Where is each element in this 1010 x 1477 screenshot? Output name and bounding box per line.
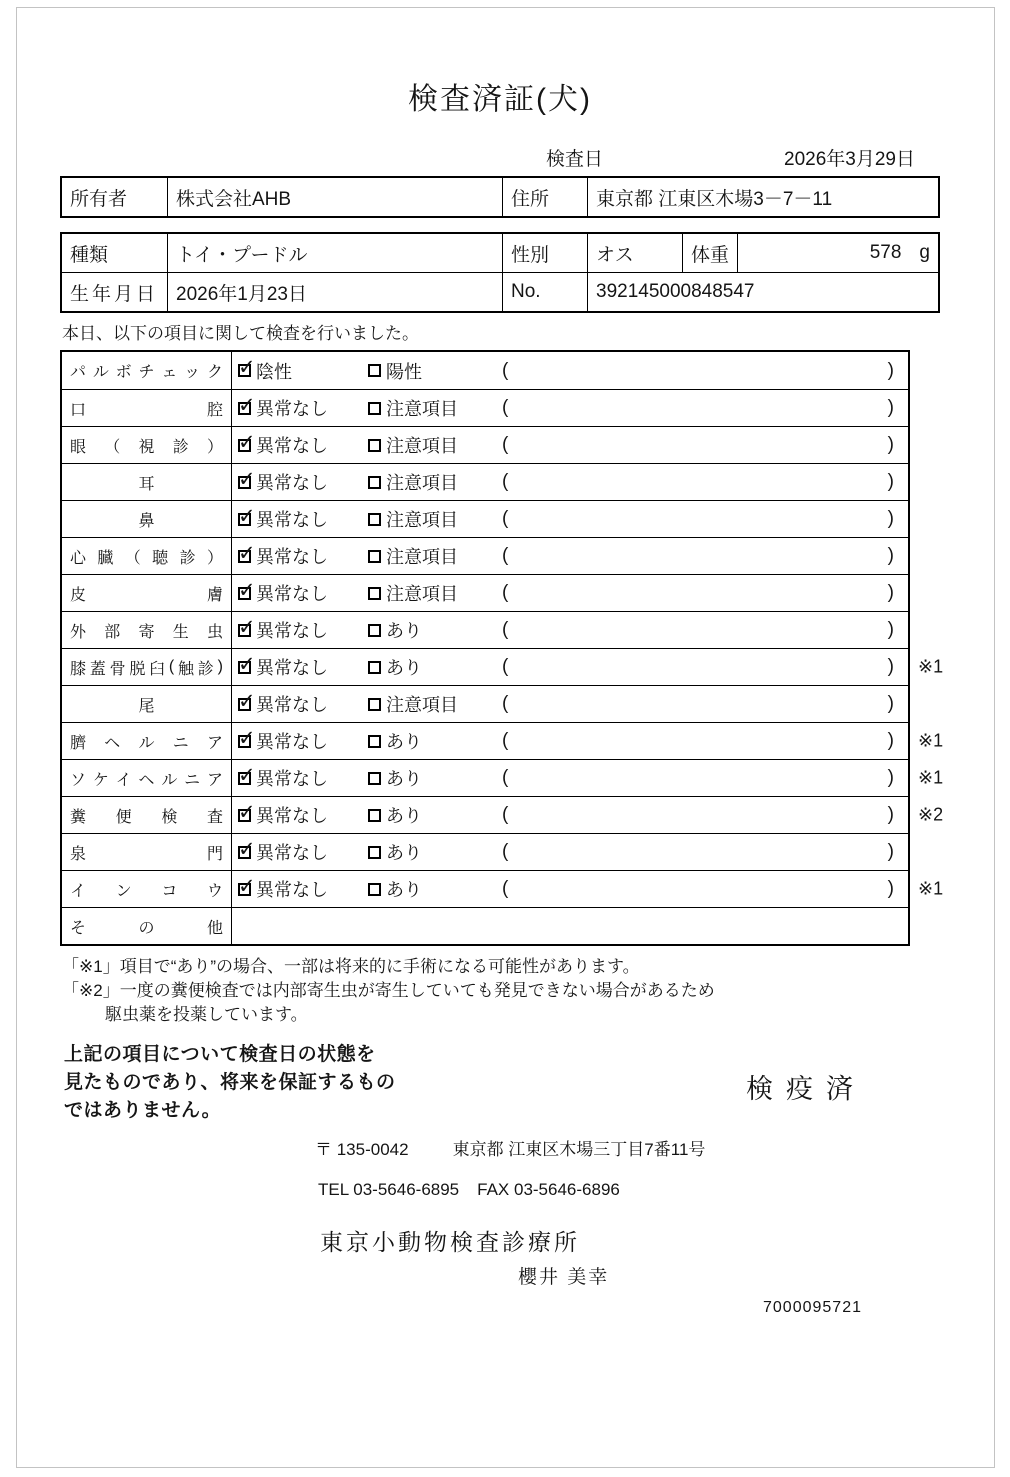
checked-option-label: 異常なし xyxy=(256,510,328,530)
item-label xyxy=(62,427,232,463)
item-char: 腔 xyxy=(206,401,223,419)
item-char: 臓 xyxy=(97,549,114,567)
inspection-row xyxy=(62,685,908,722)
item-result xyxy=(232,797,908,833)
unchecked-option-label: 注意項目 xyxy=(386,584,458,604)
item-char: ソ xyxy=(70,771,87,789)
checked-checkbox xyxy=(238,799,256,824)
unchecked-option-label: あり xyxy=(386,806,422,826)
item-label xyxy=(62,501,232,537)
unchecked-checkbox xyxy=(368,513,381,526)
item-char: ェ xyxy=(161,364,178,381)
weight-value-cell xyxy=(737,234,938,272)
item-char: ル xyxy=(138,734,155,752)
paren-open: ( xyxy=(502,656,509,677)
paren-close: ) xyxy=(887,471,894,492)
unchecked-checkbox xyxy=(368,624,381,637)
weight-number: 578 xyxy=(869,242,902,263)
unchecked-checkbox xyxy=(368,735,381,748)
item-char: 視 xyxy=(138,438,155,456)
item-char: そ xyxy=(70,919,87,937)
postal-code: 〒 135-0042 xyxy=(315,1140,409,1159)
unchecked-option-label: 注意項目 xyxy=(386,547,458,567)
row-note-mark: ※1 xyxy=(918,767,944,788)
document-title: 検査済証(犬) xyxy=(408,83,592,116)
item-label xyxy=(62,871,232,907)
checked-option xyxy=(238,871,328,907)
checked-option xyxy=(238,390,328,426)
paren-close: ) xyxy=(887,878,894,899)
item-char: 眼 xyxy=(70,438,87,456)
breed-label: 種類 xyxy=(70,244,109,266)
paren-open: ( xyxy=(502,582,509,603)
unchecked-option-label: あり xyxy=(386,621,422,641)
item-char: 虫 xyxy=(206,623,223,641)
item-label xyxy=(62,760,232,796)
paren-close: ) xyxy=(887,619,894,640)
item-label xyxy=(62,612,232,648)
item-char: 診 xyxy=(197,660,214,678)
item-char: 査 xyxy=(206,808,223,826)
quarantine-passed-stamp: 検疫済 xyxy=(746,1074,866,1104)
item-char: ン xyxy=(115,882,132,900)
number-label: No. xyxy=(502,273,587,311)
item-result xyxy=(232,834,908,870)
check-mark-icon: ✓ xyxy=(238,466,256,491)
animal-table xyxy=(60,232,940,313)
item-char: ニ xyxy=(184,771,201,789)
item-char: 泉 xyxy=(70,845,87,863)
item-char: 触 xyxy=(178,660,195,678)
check-mark-icon: ✓ xyxy=(238,688,256,713)
paren-open: ( xyxy=(502,730,509,751)
owner-value: 株式会社AHB xyxy=(167,178,502,216)
item-char: 寄 xyxy=(138,623,155,641)
checked-option-label: 陰性 xyxy=(256,361,292,382)
item-result xyxy=(232,352,908,389)
unchecked-option-label: あり xyxy=(386,769,422,789)
checked-option-label: 異常なし xyxy=(256,806,328,826)
checked-option-label: 異常なし xyxy=(256,621,328,641)
tel-number: TEL 03-5646-6895 xyxy=(318,1180,460,1199)
inspection-date-value: 2026年3月29日 xyxy=(784,149,915,170)
item-result xyxy=(232,612,908,648)
checked-option-label: 異常なし xyxy=(256,436,328,456)
checked-checkbox xyxy=(238,725,256,750)
unchecked-option xyxy=(368,871,422,907)
check-mark-icon: ✓ xyxy=(238,836,256,861)
paren-close: ) xyxy=(887,434,894,455)
item-char: 臼 xyxy=(149,660,166,678)
footnotes xyxy=(60,955,940,1027)
item-char: ボ xyxy=(115,364,132,381)
item-result xyxy=(232,686,908,722)
item-char: イ xyxy=(115,771,132,789)
paren-open: ( xyxy=(502,841,509,862)
checked-option xyxy=(238,834,328,870)
checked-checkbox xyxy=(238,651,256,676)
check-mark-icon: ✓ xyxy=(238,614,256,639)
unchecked-checkbox xyxy=(368,661,381,674)
item-label xyxy=(62,686,232,722)
row-note-mark: ※1 xyxy=(918,656,944,677)
item-char: ル xyxy=(161,771,178,789)
unchecked-option xyxy=(368,760,422,796)
item-char: パ xyxy=(70,364,87,381)
checked-option xyxy=(238,649,328,685)
item-char: 検 xyxy=(161,808,178,826)
birthdate-value: 2026年1月23日 xyxy=(167,273,502,311)
unchecked-option xyxy=(368,501,458,537)
checked-option-label: 異常なし xyxy=(256,880,328,900)
checked-option-label: 異常なし xyxy=(256,732,328,752)
checked-option xyxy=(238,612,328,648)
item-char: イ xyxy=(70,882,87,900)
unchecked-option xyxy=(368,649,422,685)
item-char: ） xyxy=(206,549,223,567)
item-label xyxy=(62,575,232,611)
checked-option xyxy=(238,723,328,759)
item-char: チ xyxy=(138,364,155,381)
item-char: 他 xyxy=(206,919,223,937)
animal-table-row-1 xyxy=(62,234,938,272)
footnote-2-continued: 駆虫薬を投薬しています。 xyxy=(105,1005,308,1024)
checked-checkbox xyxy=(238,762,256,787)
sex-value: オス xyxy=(587,234,682,272)
item-label xyxy=(62,723,232,759)
checked-option-label: 異常なし xyxy=(256,843,328,863)
disclaimer-text xyxy=(60,1041,396,1125)
item-label xyxy=(62,649,232,685)
inspection-date-label: 検査日 xyxy=(546,149,604,170)
owner-table xyxy=(60,176,940,218)
unchecked-option-label: あり xyxy=(386,880,422,900)
disclaimer-line-2: 見たものであり、将来を保証するもの xyxy=(64,1072,396,1093)
row-note-mark: ※2 xyxy=(918,804,944,825)
unchecked-option xyxy=(368,575,458,611)
clinic-address: 東京都 江東区木場三丁目7番11号 xyxy=(452,1140,706,1159)
unchecked-checkbox xyxy=(368,402,381,415)
address-label: 住所 xyxy=(502,178,587,216)
item-char: 聴 xyxy=(152,549,169,567)
checked-checkbox xyxy=(238,503,256,528)
unchecked-checkbox xyxy=(368,476,381,489)
paren-open: ( xyxy=(502,767,509,788)
item-char: ヘ xyxy=(104,734,121,752)
paren-open: ( xyxy=(502,508,509,529)
checked-option-label: 異常なし xyxy=(256,473,328,493)
item-char: ア xyxy=(206,734,223,752)
paren-open: ( xyxy=(502,545,509,566)
checked-option xyxy=(238,464,328,500)
item-char: 心 xyxy=(70,549,87,567)
check-mark-icon: ✓ xyxy=(238,355,256,379)
inspection-row xyxy=(62,833,908,870)
check-mark-icon: ✓ xyxy=(238,503,256,528)
checked-option xyxy=(238,538,328,574)
unchecked-option xyxy=(368,612,422,648)
unchecked-option-label: 注意項目 xyxy=(386,510,458,530)
item-char: 膝 xyxy=(70,660,87,678)
item-char: 膚 xyxy=(206,586,223,604)
item-char: ル xyxy=(92,364,109,381)
paren-open: ( xyxy=(502,359,509,381)
checked-checkbox xyxy=(238,688,256,713)
unchecked-option-label: 陽性 xyxy=(386,361,422,382)
item-char: （ xyxy=(104,438,121,456)
unchecked-checkbox xyxy=(368,846,381,859)
item-char: ウ xyxy=(206,882,223,900)
item-result xyxy=(232,464,908,500)
unchecked-checkbox xyxy=(368,439,381,452)
inspection-row xyxy=(62,611,908,648)
check-mark-icon: ✓ xyxy=(238,429,256,454)
item-label xyxy=(62,908,232,944)
item-label xyxy=(62,834,232,870)
unchecked-option-label: 注意項目 xyxy=(386,695,458,715)
unchecked-option xyxy=(368,686,458,722)
inspection-row xyxy=(62,870,944,907)
paren-close: ) xyxy=(887,359,894,381)
item-result xyxy=(232,760,908,796)
item-char: ア xyxy=(206,771,223,789)
paren-close: ) xyxy=(887,767,894,788)
item-char: ） xyxy=(206,438,223,456)
paren-open: ( xyxy=(502,619,509,640)
inspection-date-row xyxy=(60,144,940,170)
check-mark-icon: ✓ xyxy=(238,392,256,417)
item-char: 部 xyxy=(104,623,121,641)
item-char: 糞 xyxy=(70,808,87,826)
checked-option xyxy=(238,575,328,611)
unchecked-option-label: あり xyxy=(386,732,422,752)
clinic-name: 東京小動物検査診療所 xyxy=(320,1229,580,1255)
checked-checkbox xyxy=(238,540,256,565)
check-mark-icon: ✓ xyxy=(238,799,256,824)
checked-checkbox xyxy=(238,577,256,602)
item-char: コ xyxy=(161,882,178,900)
inspection-rows xyxy=(62,352,944,944)
checked-option xyxy=(238,352,292,389)
weight-label: 体重 xyxy=(682,234,737,272)
inspection-row xyxy=(62,907,908,944)
item-char: 口 xyxy=(70,401,87,419)
paren-close: ) xyxy=(887,730,894,751)
birthdate-label: 生年月日 xyxy=(70,283,159,305)
inspection-table xyxy=(60,350,944,946)
item-char: 鼻 xyxy=(138,512,155,530)
footnote-2: 「※2」一度の糞便検査では内部寄生虫が寄生していても発見できない場合があるため xyxy=(62,981,715,1000)
unchecked-option-label: 注意項目 xyxy=(386,399,458,419)
check-mark-icon: ✓ xyxy=(238,577,256,602)
animal-table-row-2 xyxy=(62,272,938,311)
item-label xyxy=(62,797,232,833)
unchecked-checkbox xyxy=(368,772,381,785)
unchecked-option xyxy=(368,834,422,870)
item-char: 生 xyxy=(172,623,189,641)
inspection-row xyxy=(62,759,944,796)
item-char: 診 xyxy=(172,438,189,456)
checked-option-label: 異常なし xyxy=(256,769,328,789)
item-char: ) xyxy=(217,658,223,675)
item-label xyxy=(62,538,232,574)
checked-checkbox xyxy=(238,429,256,454)
clinic-address-line xyxy=(315,1135,940,1160)
check-mark-icon: ✓ xyxy=(238,873,256,898)
checked-option xyxy=(238,797,328,833)
unchecked-option xyxy=(368,427,458,463)
item-result xyxy=(232,501,908,537)
veterinarian-name: 櫻井 美幸 xyxy=(518,1267,610,1288)
unchecked-option-label: あり xyxy=(386,658,422,678)
item-result xyxy=(232,538,908,574)
item-label xyxy=(62,464,232,500)
disclaimer-line-3: ではありません。 xyxy=(64,1100,222,1121)
item-char: ニ xyxy=(172,734,189,752)
item-char: 便 xyxy=(115,808,132,826)
check-mark-icon: ✓ xyxy=(238,762,256,787)
item-char: ヘ xyxy=(138,771,155,789)
unchecked-checkbox xyxy=(368,364,381,377)
checked-option xyxy=(238,427,328,463)
item-char: 骨 xyxy=(109,660,126,678)
paren-close: ) xyxy=(887,693,894,714)
checked-option-label: 異常なし xyxy=(256,695,328,715)
paren-close: ) xyxy=(887,804,894,825)
disclaimer-line-1: 上記の項目について検査日の状態を xyxy=(64,1044,376,1065)
item-char: 脱 xyxy=(129,660,146,678)
unchecked-option xyxy=(368,797,422,833)
item-result xyxy=(232,427,908,463)
unchecked-option-label: 注意項目 xyxy=(386,473,458,493)
checked-option-label: 異常なし xyxy=(256,399,328,419)
unchecked-checkbox xyxy=(368,587,381,600)
item-char: ケ xyxy=(92,771,109,789)
unchecked-option-label: 注意項目 xyxy=(386,436,458,456)
intro-text: 本日、以下の項目に関して検査を行いました。 xyxy=(62,324,419,343)
checked-option xyxy=(238,760,328,796)
inspection-row xyxy=(62,574,908,611)
inspection-row xyxy=(62,389,908,426)
paren-close: ) xyxy=(887,545,894,566)
fax-number: FAX 03-5646-6896 xyxy=(477,1180,620,1199)
checked-checkbox xyxy=(238,836,256,861)
sex-label: 性別 xyxy=(502,234,587,272)
breed-value: トイ・プードル xyxy=(167,234,502,272)
paren-open: ( xyxy=(502,471,509,492)
unchecked-option xyxy=(368,723,422,759)
address-value: 東京都 江東区木場3－7－11 xyxy=(587,178,938,216)
inspection-row xyxy=(62,426,908,463)
serial-number: 7000095721 xyxy=(763,1299,862,1316)
check-mark-icon: ✓ xyxy=(238,651,256,676)
row-note-mark: ※1 xyxy=(918,730,944,751)
unchecked-option xyxy=(368,464,458,500)
item-char: 臍 xyxy=(70,734,87,752)
number-value: 392145000848547 xyxy=(587,273,938,311)
paren-close: ) xyxy=(887,841,894,862)
checked-option xyxy=(238,686,328,722)
item-char: 診 xyxy=(179,549,196,567)
inspection-row xyxy=(62,463,908,500)
inspection-row xyxy=(62,352,908,389)
tel-fax-line xyxy=(318,1180,940,1200)
inspection-row xyxy=(62,537,908,574)
paren-close: ) xyxy=(887,656,894,677)
checked-checkbox xyxy=(238,355,256,379)
paren-open: ( xyxy=(502,434,509,455)
item-char: の xyxy=(138,919,155,937)
item-char: 耳 xyxy=(138,475,155,493)
unchecked-option xyxy=(368,390,458,426)
unchecked-option-label: あり xyxy=(386,843,422,863)
checked-checkbox xyxy=(238,392,256,417)
weight-unit: g xyxy=(919,242,930,263)
unchecked-checkbox xyxy=(368,883,381,896)
item-char: ク xyxy=(206,364,223,381)
inspection-row xyxy=(62,648,944,685)
item-result xyxy=(232,908,908,944)
checked-checkbox xyxy=(238,873,256,898)
paren-open: ( xyxy=(502,878,509,899)
item-char: 蓋 xyxy=(89,660,106,678)
item-char: 門 xyxy=(206,845,223,863)
item-result xyxy=(232,390,908,426)
check-mark-icon: ✓ xyxy=(238,540,256,565)
unchecked-option xyxy=(368,352,422,389)
certificate-content xyxy=(60,0,944,1317)
statement-row xyxy=(60,1041,940,1125)
inspection-row xyxy=(62,796,944,833)
footnote-1: 「※1」項目で“あり”の場合、一部は将来的に手術になる可能性があります。 xyxy=(62,957,640,976)
checked-checkbox xyxy=(238,466,256,491)
item-result xyxy=(232,649,908,685)
unchecked-option xyxy=(368,538,458,574)
item-char: 皮 xyxy=(70,586,87,604)
checked-checkbox xyxy=(238,614,256,639)
unchecked-checkbox xyxy=(368,698,381,711)
owner-label: 所有者 xyxy=(70,188,128,210)
item-result xyxy=(232,723,908,759)
item-result xyxy=(232,871,908,907)
item-char: ( xyxy=(168,658,175,675)
unchecked-checkbox xyxy=(368,809,381,822)
paren-close: ) xyxy=(887,508,894,529)
item-label xyxy=(62,352,232,389)
item-char: （ xyxy=(124,549,141,567)
inspection-row xyxy=(62,500,908,537)
item-char: 外 xyxy=(70,623,87,641)
item-char: 尾 xyxy=(138,697,155,715)
item-char: ッ xyxy=(184,364,201,381)
row-note-mark: ※1 xyxy=(918,878,944,899)
unchecked-checkbox xyxy=(368,550,381,563)
item-label xyxy=(62,390,232,426)
paren-close: ) xyxy=(887,397,894,418)
checked-option xyxy=(238,501,328,537)
check-mark-icon: ✓ xyxy=(238,725,256,750)
checked-option-label: 異常なし xyxy=(256,584,328,604)
paren-close: ) xyxy=(887,582,894,603)
checked-option-label: 異常なし xyxy=(256,658,328,678)
checked-option-label: 異常なし xyxy=(256,547,328,567)
inspection-row xyxy=(62,722,944,759)
paren-open: ( xyxy=(502,804,509,825)
paren-open: ( xyxy=(502,693,509,714)
item-result xyxy=(232,575,908,611)
paren-open: ( xyxy=(502,397,509,418)
